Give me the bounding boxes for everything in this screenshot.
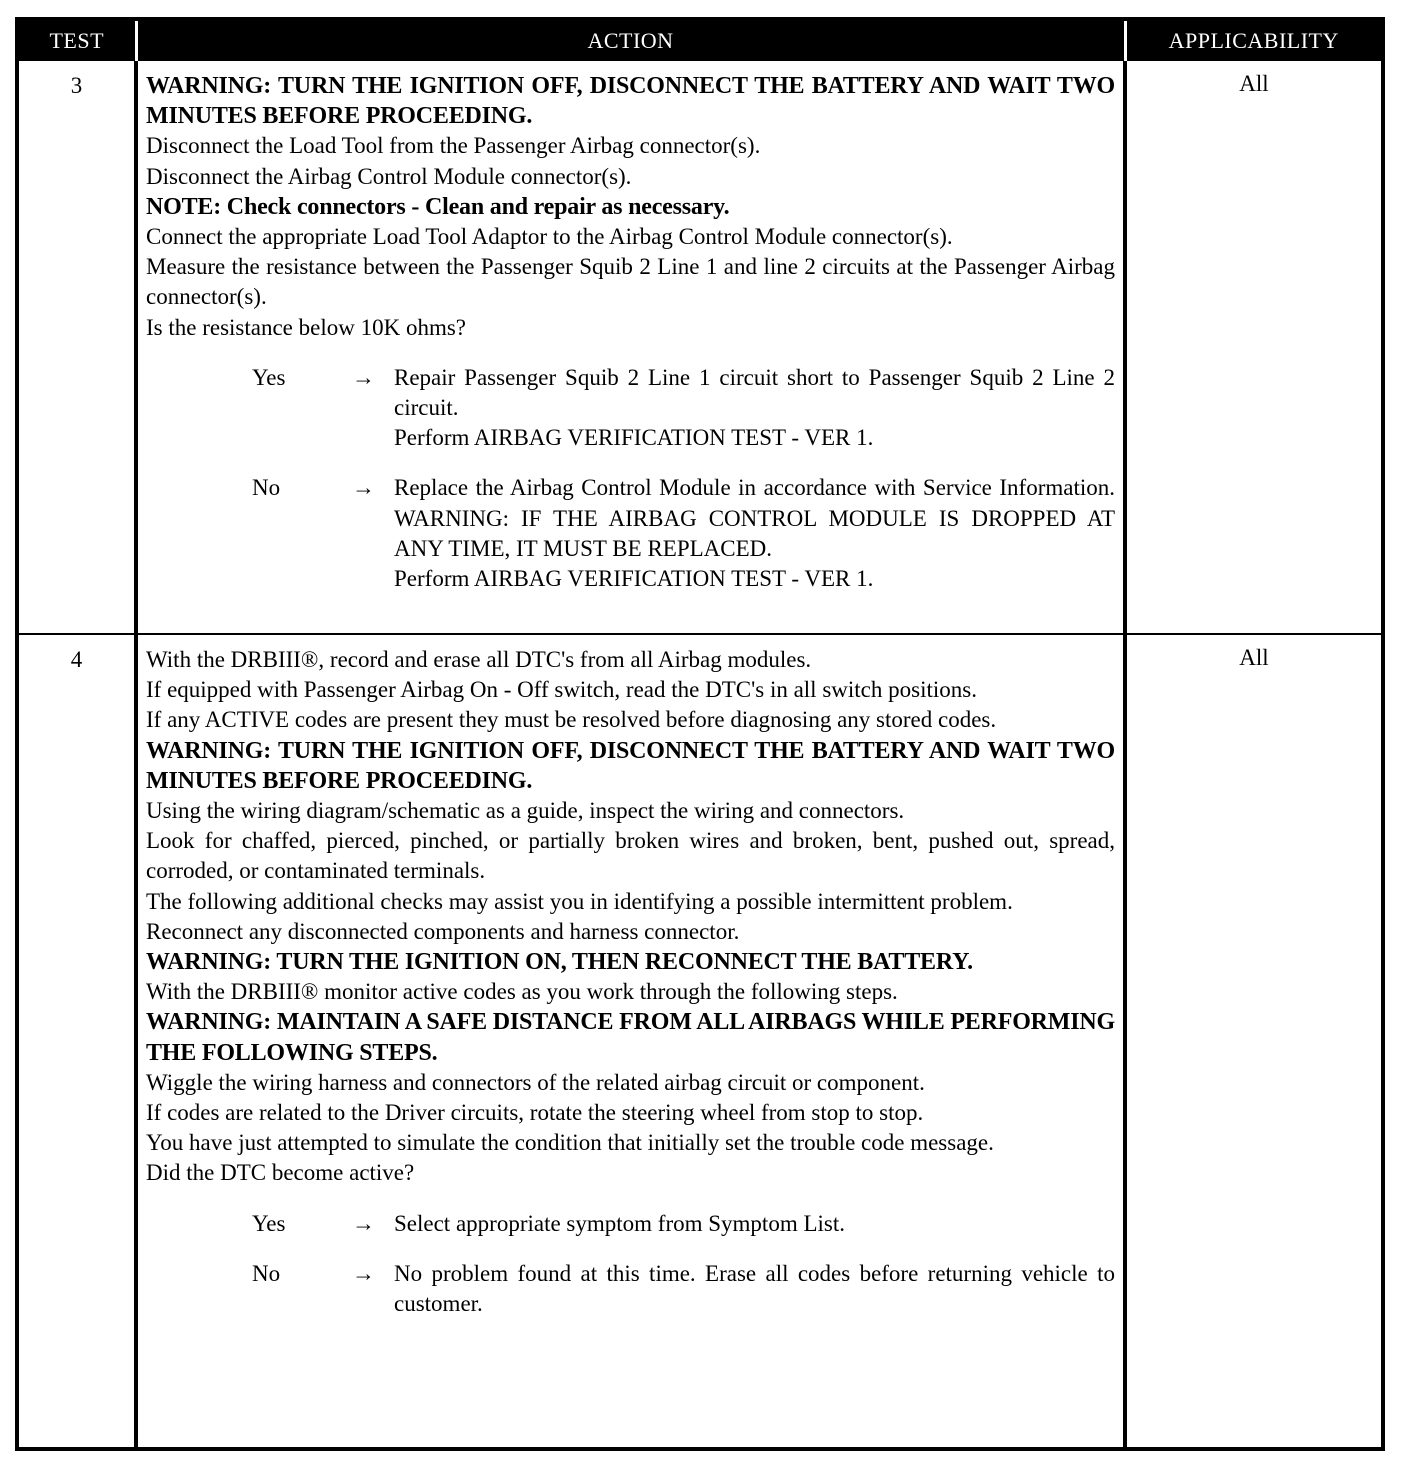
answer-label: Yes	[252, 1210, 286, 1236]
action-step: If codes are related to the Driver circuits, rotate the steering wheel from stop to stop.	[146, 1100, 924, 1126]
header-action: ACTION	[136, 19, 1125, 61]
arrow-right-icon: →	[352, 1210, 375, 1236]
result-text: Replace the Airbag Control Module in accordance with Service Information. WARNING: IF THE AIRBAG CONTROL MODULE IS DROPPED AT ANY TIME, IT MUST BE REPLACED.	[394, 475, 1115, 561]
test-number: 4	[17, 634, 136, 1449]
answer-yes	[146, 363, 1115, 454]
warning-text: WARNING: TURN THE IGNITION ON, THEN RECONNECT THE BATTERY.	[146, 949, 973, 976]
answer-result	[394, 1259, 1115, 1319]
arrow-right-icon: →	[352, 475, 375, 501]
result-text: Repair Passenger Squib 2 Line 1 circuit short to Passenger Squib 2 Line 2 circuit.	[394, 364, 1115, 421]
action-step: Disconnect the Load Tool from the Passenger Airbag connector(s).	[146, 133, 761, 159]
answer-yes	[146, 1209, 1115, 1239]
action-step: Connect the appropriate Load Tool Adaptor to the Airbag Control Module connector(s).	[146, 224, 953, 250]
applicability-value: All	[1239, 71, 1269, 96]
action-cell	[136, 61, 1125, 634]
table-row-test-4	[17, 634, 1383, 1449]
diagnostic-test-table	[15, 17, 1385, 1451]
answer-no	[146, 473, 1115, 594]
result-followup: Perform AIRBAG VERIFICATION TEST - VER 1.	[394, 425, 874, 451]
action-step: Reconnect any disconnected components and harness connector.	[146, 918, 740, 944]
header-applicability: APPLICABILITY	[1125, 19, 1383, 61]
result-followup: Perform AIRBAG VERIFICATION TEST - VER 1.	[394, 566, 874, 592]
action-step: Measure the resistance between the Passenger Squib 2 Line 1 and line 2 circuits at the Passenger Airbag connector(s).	[146, 254, 1115, 310]
result-text: No problem found at this time. Erase all codes before returning vehicle to customer.	[394, 1260, 1115, 1317]
action-step: With the DRBIII® monitor active codes as you work through the following steps.	[146, 979, 898, 1005]
note-text: NOTE: Check connectors - Clean and repair as necessary.	[146, 193, 730, 220]
test-number: 3	[17, 61, 136, 634]
answer-result	[394, 1209, 1115, 1239]
test-question: Did the DTC become active?	[146, 1160, 415, 1186]
action-step: You have just attempted to simulate the condition that initially set the trouble code message.	[146, 1130, 994, 1156]
action-step: If equipped with Passenger Airbag On - Off switch, read the DTC's in all switch positions.	[146, 677, 977, 703]
action-step: If any ACTIVE codes are present they must be resolved before diagnosing any stored codes.	[146, 707, 997, 733]
test-question: Is the resistance below 10K ohms?	[146, 314, 467, 340]
arrow-right-icon: →	[352, 364, 375, 390]
answer-result	[394, 363, 1115, 454]
header-test: TEST	[17, 19, 136, 61]
applicability-value: All	[1125, 634, 1383, 1449]
action-step: Wiggle the wiring harness and connectors of the related airbag circuit or component.	[146, 1069, 925, 1095]
action-step: With the DRBIII®, record and erase all DTC's from all Airbag modules.	[146, 647, 812, 672]
table-header-row	[17, 19, 1383, 61]
warning-text: WARNING: TURN THE IGNITION OFF, DISCONNECT THE BATTERY AND WAIT TWO MINUTES BEFORE PROCEEDING.	[146, 737, 1115, 794]
result-text: Select appropriate symptom from Symptom List.	[394, 1210, 845, 1236]
arrow-right-icon: →	[352, 1260, 375, 1286]
answer-label: No	[252, 475, 281, 501]
answer-result	[394, 473, 1115, 594]
warning-text: WARNING: MAINTAIN A SAFE DISTANCE FROM ALL AIRBAGS WHILE PERFORMING THE FOLLOWING STEPS.	[146, 1009, 1115, 1066]
action-step: Disconnect the Airbag Control Module connector(s).	[146, 163, 632, 189]
warning-text: WARNING: TURN THE IGNITION OFF, DISCONNECT THE BATTERY AND WAIT TWO MINUTES BEFORE PROCEEDING.	[146, 73, 1115, 130]
action-step: Using the wiring diagram/schematic as a guide, inspect the wiring and connectors.	[146, 798, 905, 824]
answer-no	[146, 1259, 1115, 1319]
table-row-test-3	[17, 61, 1383, 634]
action-step: Look for chaffed, pierced, pinched, or partially broken wires and broken, bent, pushed out, spread, corroded, or contaminated terminals.	[146, 828, 1115, 884]
action-step: The following additional checks may assist you in identifying a possible intermittent problem.	[146, 888, 1013, 914]
answer-label: Yes	[252, 364, 286, 390]
answer-label: No	[252, 1260, 281, 1286]
action-cell	[136, 634, 1125, 1449]
